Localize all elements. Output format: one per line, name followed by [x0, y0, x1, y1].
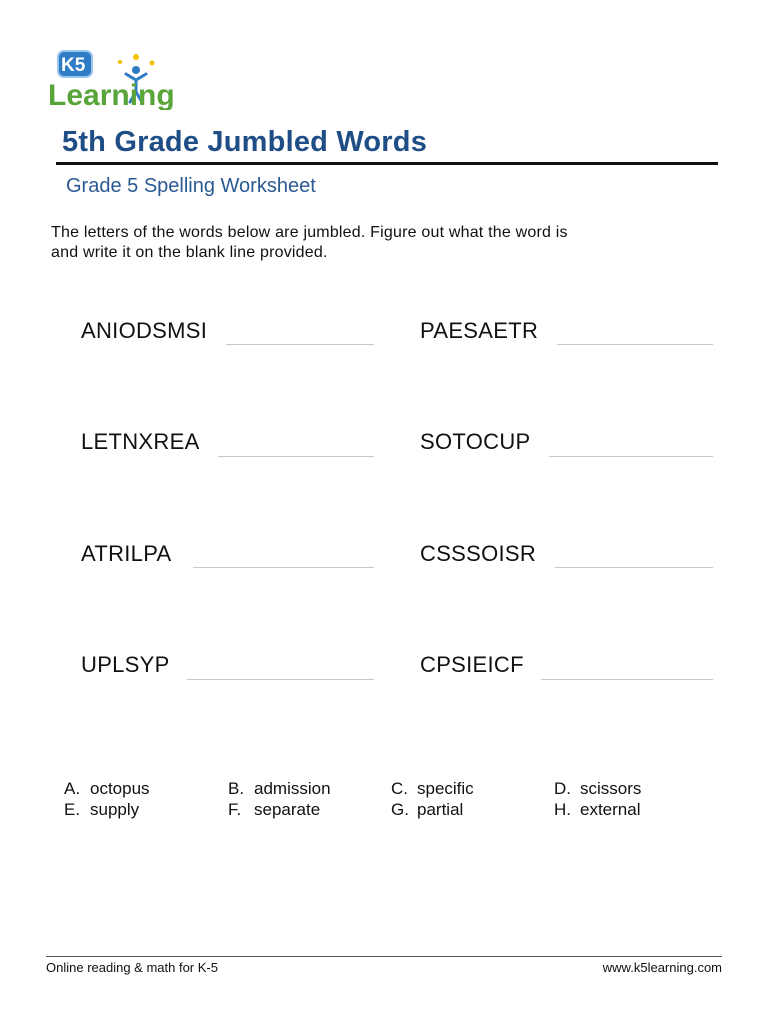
footer-divider: [46, 956, 722, 957]
jumbled-word: PAESAETR: [420, 318, 539, 343]
answer-word: separate: [254, 800, 321, 819]
answer-letter: E.: [64, 800, 81, 819]
answer-letter: F.: [228, 800, 242, 819]
title-divider: [56, 162, 718, 165]
answer-word: supply: [90, 800, 140, 819]
jumbled-word: ANIODSMSI: [81, 318, 208, 343]
answer-word: external: [580, 800, 641, 819]
answer-blank-line[interactable]: [557, 344, 713, 345]
answer-word: specific: [417, 779, 474, 798]
answer-blank-line[interactable]: [226, 344, 374, 345]
answer-letter: A.: [64, 779, 81, 798]
footer-tagline: Online reading & math for K-5: [46, 960, 218, 975]
jumbled-word: SOTOCUP: [420, 429, 531, 454]
jumbled-word: UPLSYP: [81, 652, 170, 677]
answer-blank-line[interactable]: [541, 679, 713, 680]
answer-letter: G.: [391, 800, 409, 819]
answer-option: [64, 779, 150, 799]
answer-blank-line[interactable]: [218, 456, 374, 457]
footer-url[interactable]: www.k5learning.com: [602, 960, 722, 975]
answer-word: octopus: [90, 779, 150, 798]
answer-option: [391, 779, 474, 799]
answer-blank-line[interactable]: [549, 456, 713, 457]
answer-blank-line[interactable]: [187, 679, 374, 680]
answer-option: [228, 800, 320, 820]
instructions-line-1: The letters of the words below are jumbled. Figure out what the word is: [51, 224, 568, 241]
answer-word: partial: [417, 800, 464, 819]
answer-letter: D.: [554, 779, 571, 798]
answer-option: [228, 779, 331, 799]
svg-text:Learning: Learning: [48, 79, 175, 110]
instructions: [51, 223, 691, 263]
answer-letter: H.: [554, 800, 571, 819]
svg-text:K5: K5: [61, 55, 86, 76]
answer-option: [391, 800, 463, 820]
answer-word: scissors: [580, 779, 642, 798]
answer-option: [64, 800, 139, 820]
answer-word: admission: [254, 779, 331, 798]
answer-letter: B.: [228, 779, 245, 798]
jumbled-word: ATRILPA: [81, 541, 172, 566]
answer-blank-line[interactable]: [555, 567, 713, 568]
page-title: 5th Grade Jumbled Words: [62, 126, 428, 158]
answer-letter: C.: [391, 779, 408, 798]
instructions-line-2: and write it on the blank line provided.: [51, 244, 328, 261]
jumbled-word: LETNXREA: [81, 429, 200, 454]
jumbled-word: CSSSOISR: [420, 541, 537, 566]
answer-option: [554, 800, 640, 820]
page-subtitle: Grade 5 Spelling Worksheet: [66, 175, 316, 197]
answer-blank-line[interactable]: [193, 567, 374, 568]
k5-learning-logo: [48, 48, 190, 110]
jumbled-word: CPSIEICF: [420, 652, 524, 677]
answer-option: [554, 779, 641, 799]
